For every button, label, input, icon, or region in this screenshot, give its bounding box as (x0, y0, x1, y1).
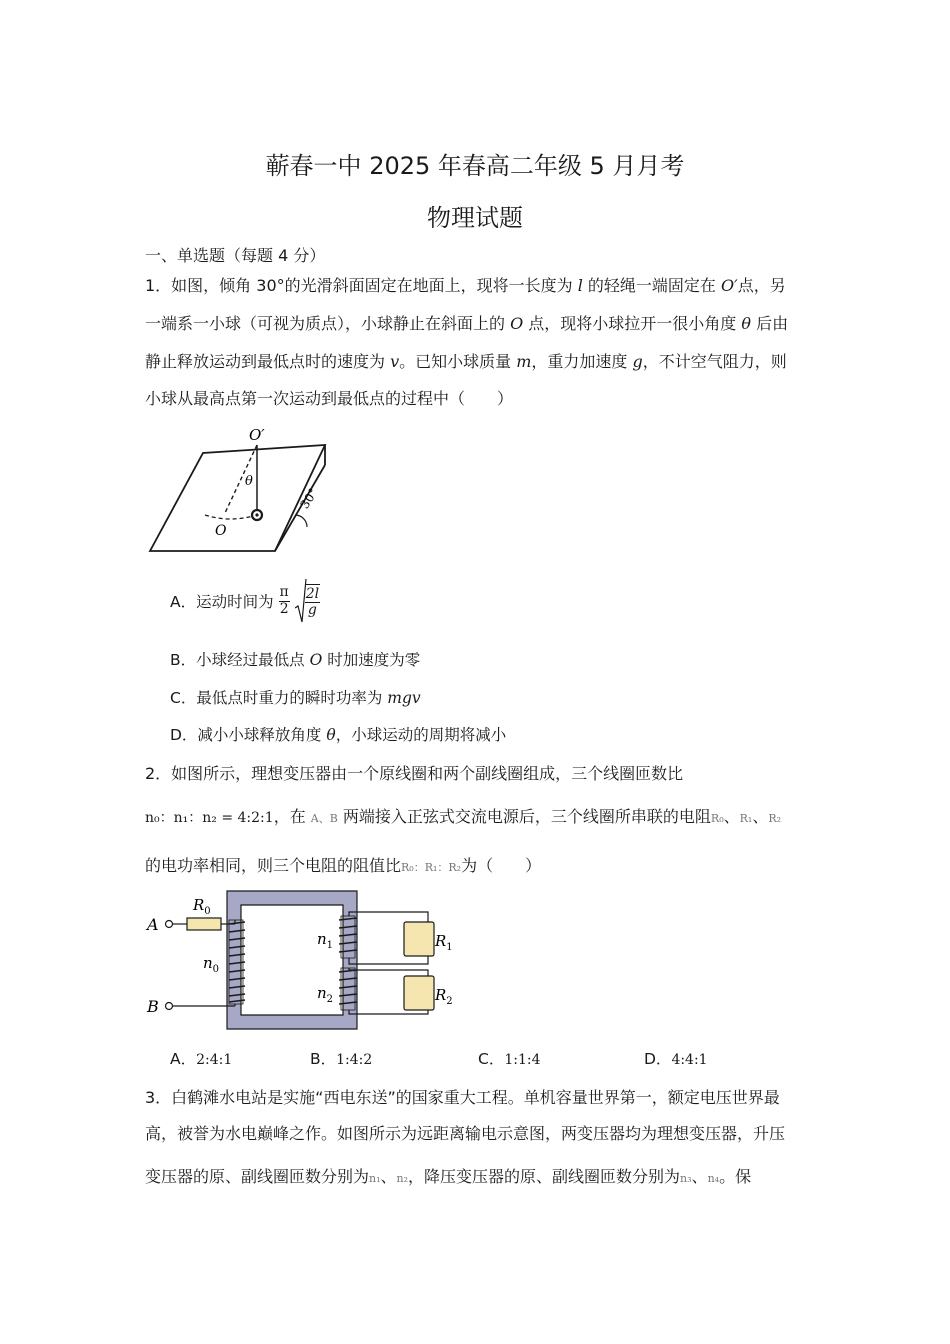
n0-label: $n_0$ (203, 954, 220, 975)
q2-option-d[interactable]: D．4:4:1 (644, 1050, 708, 1068)
incline-angle-label: 30° (297, 485, 321, 512)
pivot-label: O′ (249, 426, 265, 444)
incline-figure (145, 423, 345, 563)
q1-option-b[interactable]: B．小球经过最低点 O 时加速度为零 (170, 651, 421, 669)
lowest-point-label: O (215, 523, 227, 539)
r0-label: $R_0$ (193, 896, 211, 917)
q3-line-2: 高，被誉为水电巅峰之作。如图所示为远距离输电示意图，两变压器均为理想变压器，升压 (145, 1124, 786, 1143)
q2-line-2: n₀：n₁：n₂ = 4:2:1，在 A、B 两端接入正弦式交流电源后，三个线圈所串联的电阻R₀、R₁、R₂ (145, 807, 782, 826)
q2-option-b[interactable]: B．1:4:2 (310, 1050, 373, 1068)
n2-label: $n_2$ (317, 984, 334, 1005)
exam-title: 蕲春一中 2025 年春高二年级 5 月月考 (265, 152, 685, 180)
r1-label: $R_1$ (435, 932, 453, 953)
q1-line-2: 一端系一小球（可视为质点），小球静止在斜面上的 O 点，现将小球拉开一很小角度 θ 后由 (145, 314, 789, 333)
q1-line-1: 1．如图，倾角 30°的光滑斜面固定在地面上，现将一长度为 l 的轻绳一端固定在 O′点，另 (145, 276, 786, 295)
n1-label: $n_1$ (317, 930, 334, 951)
q1-line-4: 小球从最高点第一次运动到最低点的过程中（ ） (145, 389, 514, 408)
sqrt-fraction: $\frac{2l}{g}$ (305, 585, 320, 618)
theta-label: θ (245, 474, 253, 489)
q3-line-3: 变压器的原、副线圈匝数分别为n₁、n₂，降压变压器的原、副线圈匝数分别为n₃、n₄。保 (145, 1167, 752, 1186)
q3-line-1: 3．白鹤滩水电站是实施“西电东送”的国家重大工程。单机容量世界第一，额定电压世界最 (145, 1088, 780, 1107)
transformer-figure (145, 886, 465, 1036)
q2-line-1: 2．如图所示，理想变压器由一个原线圈和两个副线圈组成，三个线圈匝数比 (145, 764, 684, 783)
q2-option-a[interactable]: A．2:4:1 (170, 1050, 233, 1068)
q2-line-3: 的电功率相同，则三个电阻的阻值比R₀：R₁：R₂为（ ） (145, 856, 542, 875)
q1-option-d[interactable]: D．减小小球释放角度 θ，小球运动的周期将减小 (170, 726, 507, 744)
exam-subtitle: 物理试题 (427, 204, 523, 232)
terminal-a-label: A (147, 915, 159, 934)
section-heading: 一、单选题（每题 4 分） (145, 246, 326, 265)
r2-label: $R_2$ (435, 986, 453, 1007)
pi-over-2: $\frac{\pi}{2}$ (279, 584, 289, 617)
q1-line-3: 静止释放运动到最低点时的速度为 v。已知小球质量 m，重力加速度 g，不计空气阻力，则 (145, 352, 787, 371)
q1-option-a[interactable]: A．运动时间为 $\frac{\pi}{2}$ $\frac{2l}{g}$ (170, 578, 320, 624)
terminal-b-label: B (147, 997, 159, 1016)
q1-option-c[interactable]: C．最低点时重力的瞬时功率为 mgv (170, 689, 421, 707)
q2-option-c[interactable]: C．1:1:4 (478, 1050, 541, 1068)
